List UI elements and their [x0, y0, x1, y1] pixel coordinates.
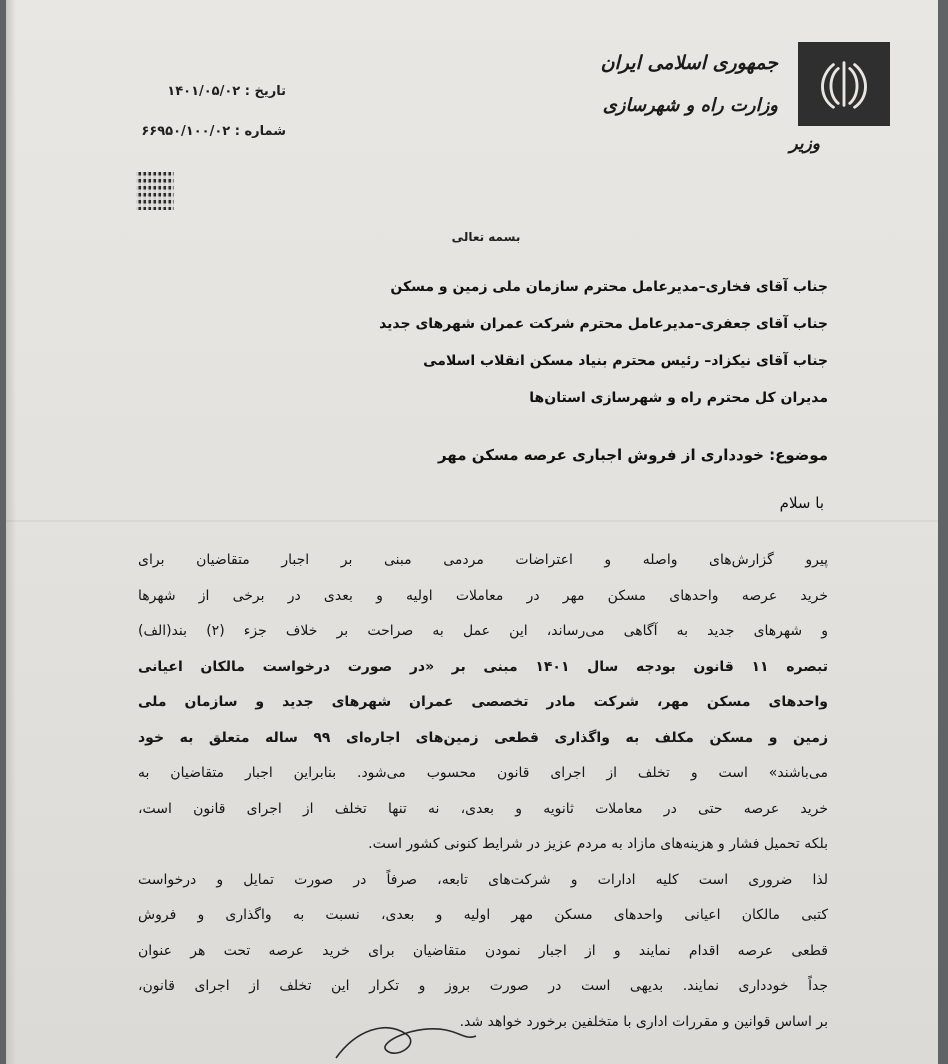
- body-line: کتبی مالکان اعیانی واحدهای مسکن مهر اولیه و بعدی، نسبت به واگذاری و فروش: [138, 907, 828, 923]
- addressee-line: جناب آقای نیکزاد– رئیس محترم بنیاد مسکن انقلاب اسلامی: [423, 353, 828, 369]
- body-line: خرید عرصه حتی در معاملات ثانویه و بعدی، نه تنها تخلف از اجرای قانون است،: [138, 800, 828, 817]
- iran-emblem-icon: [798, 42, 890, 126]
- basmala: بسمه تعالی: [451, 230, 521, 244]
- body-line: زمین و مسکن مکلف به واگذاری قطعی زمین‌های اجاره‌ای ۹۹ ساله متعلق به خود: [138, 729, 828, 746]
- body-line: قطعی عرصه اقدام نمایند و از اجبار نمودن متقاضیان برای خرید عرصه تحت هر عنوان: [138, 942, 828, 959]
- body-line: و شهرهای جدید به آگاهی می‌رساند، این عمل به صراحت بر خلاف جزء (۲) بند(الف): [138, 623, 829, 639]
- body-line: جداً خودداری نمایند. بدیهی است در صورت بروز و تکرار این تخلف از اجرای قانون،: [138, 978, 828, 994]
- signature-icon: [326, 1000, 486, 1064]
- letter-date: تاریخ : ۱۴۰۱/۰۵/۰۲: [167, 84, 286, 99]
- letter-body: [138, 548, 828, 1045]
- addressee-list: [128, 276, 828, 424]
- letter-page: [6, 0, 938, 1064]
- addressee-line: جناب آقای فخاری–مدیرعامل محترم سازمان ملی زمین و مسکن: [390, 279, 828, 295]
- body-line: واحدهای مسکن مهر، شرکت مادر تخصصی عمران شهرهای جدید و سازمان ملی: [138, 694, 828, 710]
- letter-number: شماره : ۶۶۹۵۰/۱۰۰/۰۲: [141, 124, 286, 139]
- body-line: لذا ضروری است کلیه ادارات و شرکت‌های تابعه، صرفاً در صورت تمایل و درخواست: [138, 871, 828, 888]
- letterhead-ministry: وزارت راه و شهرسازی: [602, 95, 778, 116]
- body-line: پیرو گزارش‌های واصله و اعتراضات مردمی مبنی بر اجبار متقاضیان برای: [138, 552, 828, 568]
- letter-subject: موضوع: خودداری از فروش اجباری عرصه مسکن مهر: [437, 446, 828, 464]
- body-line: می‌باشند» است و تخلف از اجرای قانون محسوب می‌شود. بنابراین اجبار متقاضیان به: [138, 765, 828, 781]
- paper-edge-shadow: [6, 0, 16, 1064]
- body-line: بلکه تحمیل فشار و هزینه‌های مازاد به مردم عزیز در شرایط کنونی کشور است.: [368, 836, 828, 852]
- qr-code-icon: [136, 172, 174, 210]
- letter-greeting: با سلام: [779, 494, 824, 512]
- paper-fold: [6, 520, 938, 522]
- body-line: بر اساس قوانین و مقررات اداری با متخلفین برخورد خواهد شد.: [459, 1013, 828, 1030]
- addressee-line: جناب آقای جعفری–مدیرعامل محترم شرکت عمران شهرهای جدید: [379, 316, 828, 332]
- letterhead-country: جمهوری اسلامی ایران: [600, 52, 778, 74]
- body-line: خرید عرصه واحدهای مسکن مهر در معاملات اولیه و بعدی در برخی از شهرها: [138, 587, 828, 604]
- letterhead-office: وزیر: [789, 134, 820, 154]
- body-line: تبصره ۱۱ قانون بودجه سال ۱۴۰۱ مبنی بر «در صورت درخواست مالکان اعیانی: [138, 658, 828, 675]
- addressee-line: مدیران کل محترم راه و شهرسازی استان‌ها: [529, 390, 828, 406]
